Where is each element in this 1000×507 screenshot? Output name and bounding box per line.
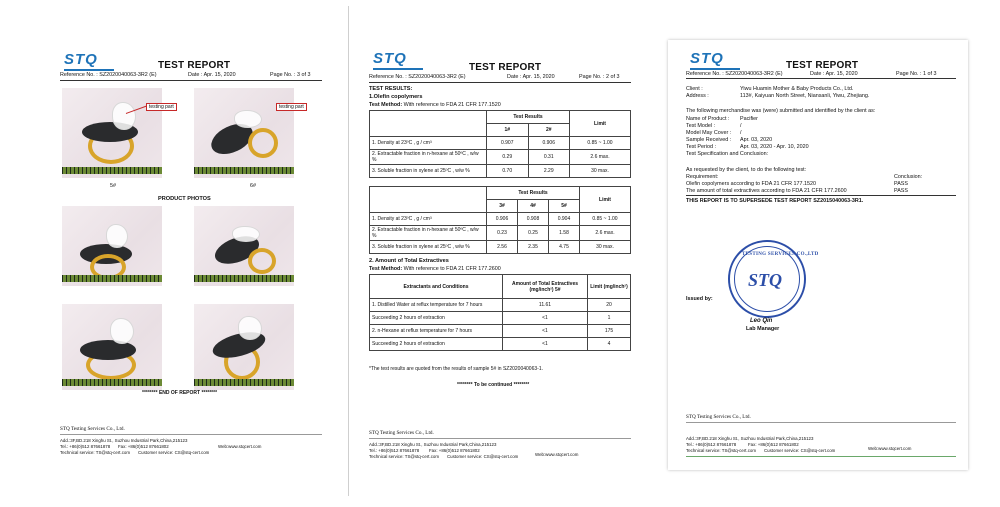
pacifier-nipple — [238, 316, 262, 340]
field-label: Model May Cover : — [686, 130, 732, 136]
field-value: Apr. 03, 2020 - Apr. 10, 2020 — [740, 144, 809, 150]
footer-web[interactable]: Web:www.stqcert.com — [535, 452, 579, 457]
report-page-1 — [668, 40, 968, 470]
product-photo — [194, 206, 294, 286]
table-header-item — [370, 111, 487, 137]
signer-title: Lab Manager — [746, 326, 780, 332]
field-label: Test Period : — [686, 144, 716, 150]
row-value: 0.29 — [487, 150, 529, 165]
row-item: 3. Soluble fraction in xylene at 25ºC , w/w % — [370, 241, 487, 254]
footer-tel: Tel.: +86(0)512 87661878 — [60, 444, 111, 449]
ruler — [62, 379, 162, 386]
row-value: 2.35 — [518, 241, 549, 254]
table-col-3: 3# — [487, 200, 518, 213]
reference-number: Reference No. : SZ2020040063-3R2 (E) — [686, 71, 783, 77]
footer-customer-service[interactable]: Customer service: CS@stq-cert.com — [447, 454, 519, 459]
row-condition: Succeeding 2 hours of extraction — [370, 312, 503, 325]
row-value: 0.31 — [528, 150, 570, 165]
test-method-label: Test Method: — [369, 266, 403, 272]
row-limit: 175 — [588, 325, 631, 338]
merchandise-intro: The following merchandise was (were) submitted and identified by the client as: — [686, 108, 876, 114]
row-amount: <1 — [503, 325, 588, 338]
report-page-3 — [26, 36, 324, 456]
table-header-item — [370, 187, 487, 213]
row-limit: 1 — [588, 312, 631, 325]
table-row — [370, 165, 631, 178]
photo-caption-6: 6# — [250, 183, 256, 189]
ruler — [194, 275, 294, 282]
footer-technical-service[interactable]: Technical service: TS@stq-cert.com — [686, 448, 757, 453]
stq-logo: STQ — [690, 50, 724, 67]
footer-rule — [686, 422, 956, 423]
field-label: Name of Product : — [686, 116, 730, 122]
footer-tel: Tel.: +86(0)512 87661878 — [369, 448, 420, 453]
header-rule — [686, 78, 956, 79]
row-amount: <1 — [503, 338, 588, 351]
row-value: 4.75 — [549, 241, 580, 254]
stq-logo: STQ — [64, 51, 98, 68]
table-header-conditions: Extractants and Conditions — [370, 275, 503, 299]
table-header-amount: Amount of Total Extractives (mg/inch²) 5# — [503, 275, 588, 299]
page-number: Page No. : 3 of 3 — [270, 72, 311, 78]
requirement-result: PASS — [894, 181, 908, 187]
signer-name: Leo Qin — [750, 318, 773, 324]
pacifier-nipple — [234, 110, 262, 128]
pacifier-nipple — [106, 224, 128, 248]
row-item: 1. Density at 23ºC , g / cm³ — [370, 213, 487, 226]
table-header-limit: Limit (mg/inch²) — [588, 275, 631, 299]
olefin-results-table-2 — [369, 186, 631, 254]
page-number: Page No. : 2 of 3 — [579, 74, 620, 80]
test-method-value: With reference to FDA 21 CFR 177.2600 — [402, 266, 501, 272]
end-of-report: ******** END OF REPORT ******** — [142, 390, 218, 396]
table-header-results: Test Results — [487, 111, 570, 124]
header-rule — [60, 80, 322, 81]
footer-accent-line — [686, 456, 956, 457]
footer-fax: Fax: +86(0)512 87661802 — [429, 448, 480, 453]
footer-fax: Fax: +86(0)512 87661802 — [118, 444, 169, 449]
field-label: Sample Received : — [686, 137, 732, 143]
row-limit: 2.6 max. — [580, 226, 631, 241]
section-olefin-copolymers: 1.Olefin copolymers — [369, 94, 423, 100]
footer-customer-service[interactable]: Customer service: CS@stq-cert.com — [764, 448, 836, 453]
olefin-results-table-1 — [369, 110, 631, 178]
row-amount: 11.61 — [503, 299, 588, 312]
issued-by-label: Issued by: — [686, 296, 713, 302]
footer-rule — [369, 438, 631, 439]
report-title: TEST REPORT — [786, 60, 859, 71]
footer-web[interactable]: Web:www.stqcert.com — [218, 444, 262, 449]
table-col-4: 4# — [518, 200, 549, 213]
testing-part-callout: testing part — [146, 103, 177, 111]
table-row — [370, 226, 631, 241]
table-col-5: 5# — [549, 200, 580, 213]
row-item: 1. Density at 23ºC , g / cm³ — [370, 137, 487, 150]
table-col-1: 1# — [487, 124, 529, 137]
table-row — [370, 137, 631, 150]
photo-sample-6 — [194, 88, 294, 178]
row-value: 0.906 — [528, 137, 570, 150]
field-value: Apr. 03, 2020 — [740, 137, 773, 143]
requirement-item: Olefin copolymers according to FDA 21 CFR 177.1520 — [686, 181, 817, 187]
footer-tel: Tel.: +86(0)512 87661878 — [686, 442, 737, 447]
row-value: 2.29 — [528, 165, 570, 178]
field-value: / — [740, 130, 742, 136]
seal-center-text: STQ — [748, 270, 783, 290]
row-condition: Succeeding 2 hours of extraction — [370, 338, 503, 351]
pacifier-ring — [248, 128, 278, 158]
conclusion-label: Conclusion: — [894, 174, 923, 180]
client-name: Yiwu Huamin Mother & Baby Products Co., Ltd. — [740, 86, 854, 92]
footer-fax: Fax: +86(0)512 87661802 — [748, 442, 799, 447]
row-limit: 2.6 max. — [570, 150, 631, 165]
test-results-heading: TEST RESULTS: — [369, 86, 413, 92]
to-be-continued: ******** To be continued ******** — [457, 382, 530, 388]
client-address: 113#, Kaiyuan North Street, Niansanli, Yiwu, Zhejiang. — [740, 93, 870, 99]
table-row — [370, 150, 631, 165]
table-row — [370, 213, 631, 226]
footer-rule — [60, 434, 322, 435]
client-label: Client : — [686, 86, 703, 92]
row-limit: 30 max. — [580, 241, 631, 254]
requirement-label: Requirement: — [686, 174, 719, 180]
footer-company: STQ Testing Services Co., Ltd. — [686, 414, 751, 420]
requested-text: As requested by the client, to do the following test: — [686, 167, 807, 173]
row-value: 0.906 — [487, 213, 518, 226]
results-note: *The test results are quoted from the results of sample 5# in SZ2020040063-1. — [369, 366, 543, 372]
reference-number: Reference No. : SZ2020040063-3R2 (E) — [60, 72, 157, 78]
report-title: TEST REPORT — [469, 62, 542, 73]
field-value: / — [740, 123, 742, 129]
row-value: 0.904 — [549, 213, 580, 226]
ruler — [62, 167, 162, 174]
field-value: Pacifier — [740, 116, 758, 122]
extractives-table — [369, 274, 631, 351]
report-date: Date : Apr. 15, 2020 — [507, 74, 555, 80]
footer-address: Add.:3F,BD.218 Xinghu St., Suzhou Industrial Park,China,215123 — [60, 438, 188, 443]
photo-caption-5: 5# — [110, 183, 116, 189]
product-photo — [62, 206, 162, 286]
requirements-rule — [686, 195, 956, 196]
supersede-notice: THIS REPORT IS TO SUPERSEDE TEST REPORT SZ2015040063-3R1. — [686, 198, 864, 204]
field-label: Test Model : — [686, 123, 716, 129]
table-row — [370, 338, 631, 351]
row-value: 0.70 — [487, 165, 529, 178]
product-photos-heading: PRODUCT PHOTOS — [158, 196, 211, 202]
row-value: 0.23 — [487, 226, 518, 241]
header-rule — [369, 82, 631, 83]
pacifier-ring — [248, 248, 276, 274]
test-method-value: With reference to FDA 21 CFR 177.1520 — [402, 102, 501, 108]
table-row — [370, 325, 631, 338]
stq-logo: STQ — [373, 50, 407, 67]
logo-underline — [64, 69, 114, 71]
photo-sample-5 — [62, 88, 162, 178]
table-row — [370, 312, 631, 325]
product-photo — [62, 304, 162, 390]
testing-part-callout: testing part — [276, 103, 307, 111]
report-date: Date : Apr. 15, 2020 — [810, 71, 858, 77]
pacifier-nipple — [232, 226, 260, 242]
test-method-1 — [369, 102, 501, 108]
row-value: 1.58 — [549, 226, 580, 241]
page-number: Page No. : 1 of 3 — [896, 71, 937, 77]
report-title: TEST REPORT — [158, 60, 231, 71]
pacifier-nipple — [110, 318, 134, 344]
row-value: 0.907 — [487, 137, 529, 150]
address-label: Address : — [686, 93, 709, 99]
footer-web[interactable]: Web:www.stqcert.com — [868, 446, 912, 451]
footer-address: Add.:3F,BD.218 Xinghu St., Suzhou Industrial Park,China,215123 — [369, 442, 497, 447]
row-limit: 20 — [588, 299, 631, 312]
row-value: 0.25 — [518, 226, 549, 241]
seal-ring-text: TESTING SERVICES CO.,LTD — [742, 252, 819, 257]
requirement-item: The amount of total extractives according to FDA 21 CFR 177.2600 — [686, 188, 847, 194]
row-item: 3. Soluble fraction in xylene at 25ºC , w/w % — [370, 165, 487, 178]
reference-number: Reference No. : SZ2020040063-3R2 (E) — [369, 74, 466, 80]
footer-company: STQ Testing Services Co., Ltd. — [60, 426, 125, 432]
spec-heading: Test Specification and Conclusion: — [686, 151, 769, 157]
report-page-2 — [348, 6, 649, 496]
table-header-limit: Limit — [570, 111, 631, 137]
row-value: 0.908 — [518, 213, 549, 226]
table-header-limit: Limit — [580, 187, 631, 213]
row-item: 2. Extractable fraction in n-hexane at 50ºC , w/w % — [370, 226, 487, 241]
row-limit: 0.85 ~ 1.00 — [570, 137, 631, 150]
row-limit: 0.85 ~ 1.00 — [580, 213, 631, 226]
footer-technical-service[interactable]: Technical service: TS@stq-cert.com — [60, 450, 131, 455]
section-total-extractives: 2. Amount of Total Extractives — [369, 258, 449, 264]
footer-company: STQ Testing Services Co., Ltd. — [369, 430, 434, 436]
pacifier-shield — [80, 340, 136, 360]
footer-technical-service[interactable]: Technical service: TS@stq-cert.com — [369, 454, 440, 459]
table-header-results: Test Results — [487, 187, 580, 200]
test-method-2 — [369, 266, 501, 272]
logo-underline — [690, 68, 740, 70]
table-col-2: 2# — [528, 124, 570, 137]
report-date: Date : Apr. 15, 2020 — [188, 72, 236, 78]
row-limit: 30 max. — [570, 165, 631, 178]
row-amount: <1 — [503, 312, 588, 325]
table-row — [370, 299, 631, 312]
logo-underline — [373, 68, 423, 70]
requirement-result: PASS — [894, 188, 908, 194]
row-limit: 4 — [588, 338, 631, 351]
row-value: 2.56 — [487, 241, 518, 254]
table-row — [370, 241, 631, 254]
footer-customer-service[interactable]: Customer service: CS@stq-cert.com — [138, 450, 210, 455]
pacifier-nipple — [112, 102, 136, 130]
row-condition: 1. Distilled Water at reflux temperature for 7 hours — [370, 299, 503, 312]
ruler — [194, 379, 294, 386]
test-method-label: Test Method: — [369, 102, 403, 108]
footer-address: Add.:3F,BD.218 Xinghu St., Suzhou Industrial Park,China,215123 — [686, 436, 814, 441]
product-photo — [194, 304, 294, 390]
row-item: 2. Extractable fraction in n-hexane at 50ºC , w/w % — [370, 150, 487, 165]
row-condition: 2. n-Hexane at reflux temperature for 7 hours — [370, 325, 503, 338]
ruler — [62, 275, 162, 282]
ruler — [194, 167, 294, 174]
